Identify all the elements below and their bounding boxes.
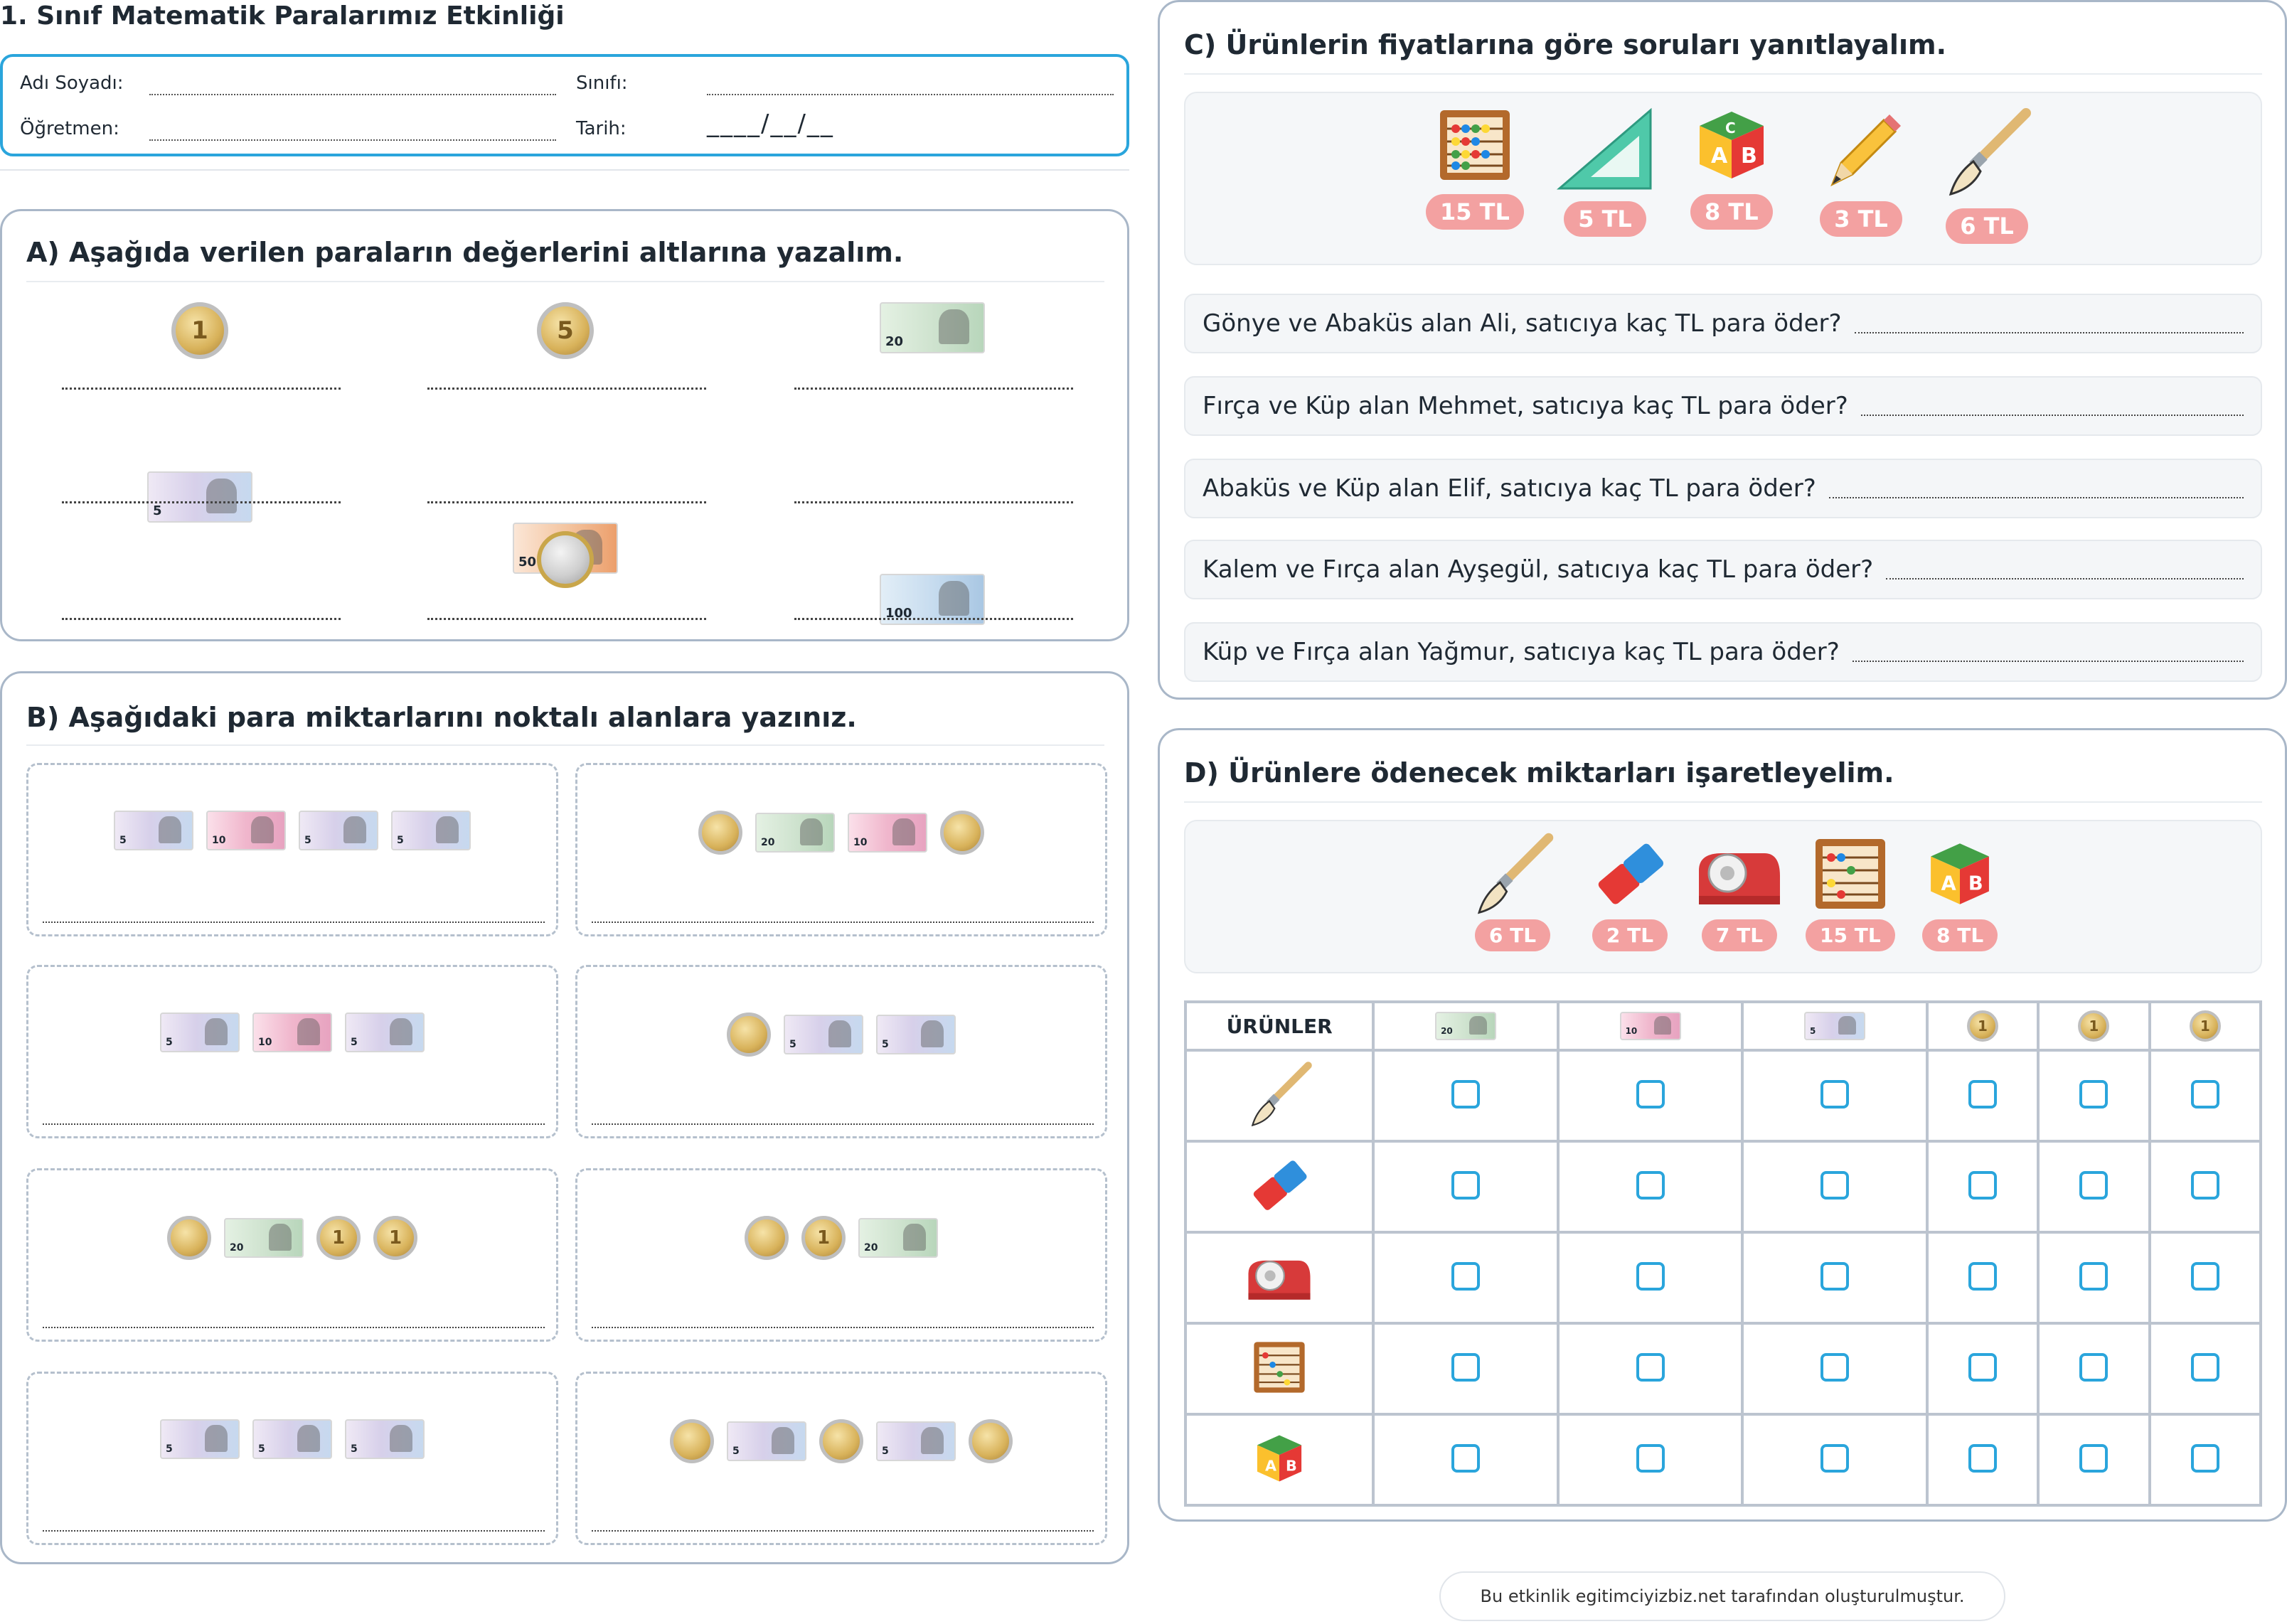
product-tape [1693,831,1786,951]
answer-line[interactable] [1852,661,2244,662]
svg-text:A: A [1710,144,1728,169]
banknote-10tl: 10 [252,1013,332,1052]
question-text: Abaküs ve Küp alan Elif, satıcıya kaç TL para öder? [1203,474,1816,503]
teacher-field[interactable] [149,139,556,141]
table-row [1185,1232,2261,1323]
teacher-label: Öğretmen: [20,118,119,139]
payment-checkbox[interactable] [1968,1262,1997,1291]
price-tag: 2 TL [1592,919,1668,951]
payment-checkbox[interactable] [1451,1262,1480,1291]
answer-line[interactable] [43,921,545,923]
banknote-5tl: 5 [345,1013,425,1052]
payment-checkbox[interactable] [2191,1353,2219,1382]
question-text: Fırça ve Küp alan Mehmet, satıcıya kaç TL para öder? [1203,392,1848,420]
question-text: Kalem ve Fırça alan Ayşegül, satıcıya kaç TL para öder? [1203,555,1874,584]
abc-cube-icon [1692,106,1771,184]
product-price-bar [1184,820,2262,973]
table-row [1185,1323,2261,1414]
coin-5tl: 5 [537,302,594,359]
banknote-5tl: 5 [391,811,471,850]
banknote-50tl: 50 [513,523,618,574]
product-abc-cube [1690,106,1773,230]
student-info-box [0,54,1129,156]
coin-1tl: 1 [373,1216,417,1260]
payment-checkbox[interactable] [2191,1080,2219,1109]
payment-checkbox[interactable] [2079,1262,2108,1291]
coin-1tl-back [537,531,594,588]
payment-checkbox[interactable] [2079,1444,2108,1473]
date-label: Tarih: [576,118,627,139]
section-c-title: C) Ürünlerin fiyatlarına göre soruları yanıtlayalım. [1184,29,1947,60]
answer-line[interactable] [427,388,706,390]
product-pencil [1818,106,1904,237]
column-coin-1: 1 [1927,1002,2038,1050]
banknote-5tl: 5 [345,1419,425,1459]
pencil-icon [1818,106,1904,191]
payment-checkbox[interactable] [1820,1444,1849,1473]
section-c-panel [1158,0,2287,700]
question-row [1184,294,2262,353]
payment-checkbox[interactable] [1451,1171,1480,1200]
answer-line[interactable] [592,1327,1094,1328]
page-title: 1. Sınıf Matematik Paralarımız Etkinliği [0,1,565,31]
banknote-5tl: 5 [727,1421,806,1461]
money-amount-box [575,965,1107,1138]
abacus-icon [1436,106,1514,184]
coin [167,1216,211,1260]
answer-line[interactable] [1855,332,2244,333]
svg-text:B: B [1740,144,1757,169]
section-d-panel [1158,728,2287,1522]
answer-line[interactable] [592,1530,1094,1532]
table-row [1185,1141,2261,1232]
coin [940,811,984,855]
payment-checkbox[interactable] [1820,1262,1849,1291]
price-tag: 15 TL [1426,194,1524,230]
money-amount-box [26,1168,558,1342]
money-amount-box [575,1168,1107,1342]
product-eraser [1591,831,1669,951]
banknote-5tl: 5 [876,1421,956,1461]
payment-checkbox[interactable] [1636,1353,1665,1382]
eraser-icon [1185,1141,1373,1232]
section-b-title: B) Aşağıdaki para miktarlarını noktalı alanlara yazınız. [26,702,857,733]
payment-checkbox[interactable] [2191,1444,2219,1473]
abc-cube-icon [1185,1414,1373,1505]
brush-icon [1470,831,1555,917]
money-amount-box [575,1372,1107,1545]
coin-1tl: 1 [171,302,228,359]
product-brush [1470,831,1555,951]
product-brush [1941,106,2033,244]
money-amount-box [26,763,558,936]
payment-table [1184,1000,2262,1507]
payment-checkbox[interactable] [1968,1444,1997,1473]
column-coin-1: 1 [2150,1002,2261,1050]
banknote-20tl: 20 [858,1218,938,1258]
column-coin-1: 1 [2038,1002,2149,1050]
banknote-5tl: 5 [876,1015,956,1054]
price-tag: 6 TL [1475,919,1550,951]
svg-text:B: B [1286,1457,1297,1475]
abc-cube-icon [1924,831,1995,917]
question-row [1184,540,2262,599]
payment-checkbox[interactable] [1968,1353,1997,1382]
answer-line[interactable] [43,1530,545,1532]
header-divider [0,169,1129,171]
svg-text:A: A [1941,872,1956,895]
price-tag: 6 TL [1946,208,2028,244]
banknote-5tl: 5 [784,1015,863,1054]
banknote-5tl: 5 [114,811,193,850]
banknote-5tl: 5 [160,1419,240,1459]
payment-checkbox[interactable] [1451,1444,1480,1473]
section-d-title: D) Ürünlere ödenecek miktarları işaretleyelim. [1184,757,1894,789]
answer-line[interactable] [62,388,341,390]
payment-checkbox[interactable] [1636,1444,1665,1473]
column-banknote-5: 5 [1742,1002,1926,1050]
banknote-10tl: 10 [206,811,286,850]
answer-line[interactable] [62,618,341,620]
payment-checkbox[interactable] [1636,1262,1665,1291]
class-field[interactable] [707,94,1114,95]
product-price-bar [1184,92,2262,265]
tape-icon [1693,831,1786,917]
class-label: Sınıfı: [576,73,628,94]
abacus-icon [1811,831,1889,917]
coin [670,1419,714,1463]
banknote-20tl: 20 [755,813,835,853]
answer-line[interactable] [62,501,341,503]
coin-1tl: 1 [801,1216,846,1260]
payment-checkbox[interactable] [1451,1353,1480,1382]
banknote-5tl: 5 [160,1013,240,1052]
section-b-panel [0,671,1129,1564]
banknote-5tl: 5 [147,471,252,523]
answer-line[interactable] [794,388,1073,390]
tape-icon [1185,1232,1373,1323]
column-banknote-10: 10 [1558,1002,1742,1050]
brush-icon [1941,106,2033,198]
payment-checkbox[interactable] [1820,1171,1849,1200]
payment-checkbox[interactable] [1968,1080,1997,1109]
answer-line[interactable] [1886,578,2244,579]
price-tag: 5 TL [1564,201,1646,237]
answer-line[interactable] [427,618,706,620]
banknote-5tl: 5 [299,811,378,850]
coin-1tl: 1 [316,1216,361,1260]
column-banknote-20: 20 [1373,1002,1557,1050]
name-field[interactable] [149,94,556,95]
answer-line[interactable] [427,501,706,503]
payment-checkbox[interactable] [1636,1171,1665,1200]
answer-line[interactable] [43,1327,545,1328]
question-text: Küp ve Fırça alan Yağmur, satıcıya kaç TL para öder? [1203,638,1840,666]
banknote-10tl: 10 [848,813,927,853]
price-tag: 8 TL [1922,919,1998,951]
question-text: Gönye ve Abaküs alan Ali, satıcıya kaç TL para öder? [1203,309,1842,338]
payment-checkbox[interactable] [1820,1080,1849,1109]
svg-text:C: C [1724,119,1736,137]
price-tag: 8 TL [1690,194,1773,230]
banknote-20tl: 20 [880,302,985,353]
payment-checkbox[interactable] [2079,1353,2108,1382]
price-tag: 7 TL [1702,919,1777,951]
payment-checkbox[interactable] [2191,1171,2219,1200]
product-abacus [1806,831,1895,951]
coin [727,1013,771,1057]
banknote-100tl: 100 [880,574,985,625]
table-row [1185,1050,2261,1141]
date-field[interactable]: ____/__/__ [707,109,834,138]
payment-checkbox[interactable] [2079,1171,2108,1200]
product-abacus [1426,106,1524,230]
payment-checkbox[interactable] [2079,1080,2108,1109]
answer-line[interactable] [592,921,1094,923]
section-a-title: A) Aşağıda verilen paraların değerlerini altlarına yazalım. [26,237,904,268]
answer-line[interactable] [794,618,1073,620]
payment-checkbox[interactable] [1968,1171,1997,1200]
answer-line[interactable] [592,1123,1094,1125]
money-amount-box [26,1372,558,1545]
question-row [1184,622,2262,682]
banknote-20tl: 20 [224,1218,304,1258]
answer-line[interactable] [794,501,1073,503]
payment-checkbox[interactable] [1636,1080,1665,1109]
coin [969,1419,1013,1463]
abacus-icon [1185,1323,1373,1414]
answer-line[interactable] [43,1123,545,1125]
price-tag: 3 TL [1820,201,1902,237]
set-square-icon [1555,106,1655,191]
section-a-panel [0,209,1129,641]
coin [745,1216,789,1260]
money-amount-box [575,763,1107,936]
footer-credit: Bu etkinlik egitimciyizbiz.net tarafından oluşturulmuştur. [1439,1571,2005,1621]
table-row [1185,1414,2261,1505]
banknote-5tl: 5 [252,1419,332,1459]
eraser-icon [1591,831,1669,917]
coin [819,1419,863,1463]
product-set-square [1555,106,1655,237]
answer-line[interactable] [1829,497,2244,498]
payment-checkbox[interactable] [1820,1353,1849,1382]
money-amount-box [26,965,558,1138]
name-label: Adı Soyadı: [20,73,124,94]
svg-text:A: A [1265,1457,1277,1475]
svg-text:B: B [1968,872,1983,895]
brush-icon [1185,1050,1373,1141]
table-header-products: ÜRÜNLER [1185,1002,1373,1050]
price-tag: 15 TL [1806,919,1895,951]
coin [698,811,742,855]
question-row [1184,459,2262,518]
product-abc-cube [1922,831,1998,951]
answer-line[interactable] [1861,415,2244,416]
payment-checkbox[interactable] [2191,1262,2219,1291]
payment-checkbox[interactable] [1451,1080,1480,1109]
question-row [1184,376,2262,436]
